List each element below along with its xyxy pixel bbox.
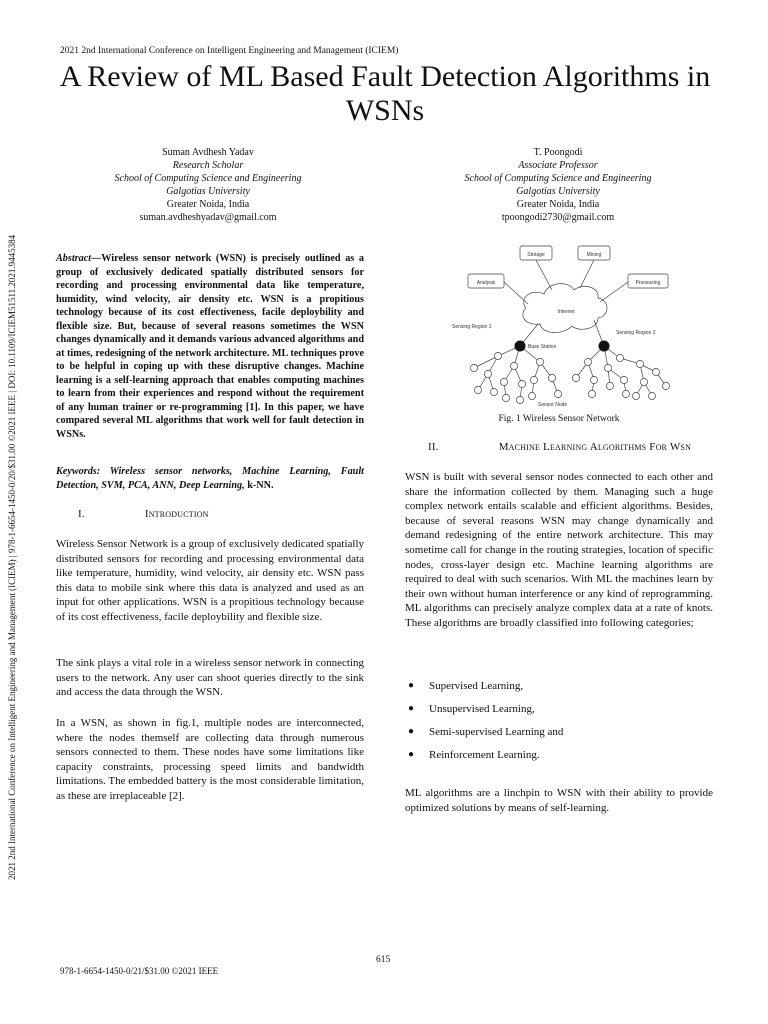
list-item: [408, 726, 563, 749]
author-city: Greater Noida, India: [166, 199, 250, 210]
paper-title: A Review of ML Based Fault Detection Algorithms in WSNs: [59, 60, 711, 127]
fig-label-processing: Processing: [635, 280, 661, 286]
section-heading-introduction: [78, 508, 209, 520]
list-item-text: Supervised Learning,: [429, 680, 524, 692]
author-name: Suman Avdhesh Yadav: [162, 147, 254, 158]
section-number: I.: [78, 508, 85, 520]
fig-label-region1: Sensing Region 1: [452, 324, 492, 330]
section-title: Machine Learning Algorithms For Wsn: [498, 441, 692, 453]
ml-paragraph-2: ML algorithms are a linchpin to WSN with their ability to provide optimized solutions by means of self-learning.: [405, 787, 713, 814]
intro-paragraph-1: Wireless Sensor Network is a group of exclusively dedicated spatially distributed sensors for recording and processing environmental data like temperature, humidity, wind velocity, air density etc. WSN pass this data to mobile sink where this data is analyzed and used as an input for other applications. WSN is a propitious technology because of its cost effectiveness, facile deploybility and flexible size.: [56, 538, 364, 623]
author-univ: Galgotias University: [166, 186, 250, 197]
fig-label-region2: Sensing Region 2: [616, 330, 656, 336]
page-number: 615: [376, 955, 391, 965]
intro-paragraph-2: The sink plays a vital role in a wireless sensor network in connecting users to the network. Any user can shoot queries directly to the sink and access the data through the WSN.: [56, 657, 364, 699]
ml-paragraph-1: WSN is built with several sensor nodes connected to each other and share the information collected by them. Managing such a huge complex network entails scalable and efficient algorithms. Besides, because of several reasons WSN may change dynamically and demand redesigning of the entire network architecture. This may sometime call for change in the routing strategies, location of specific nodes, cross-layer design etc. Machine learning algorithms are required to deal with such scenarios. With ML the machines learn by their own without human interference or any kind of reprogramming. ML algorithms can precisely analyze complex data at a rate of knots. These algorithms are broadly classified into following categories;: [405, 471, 713, 629]
author-role: Research Scholar: [172, 160, 244, 171]
section-number: II.: [428, 441, 439, 453]
list-item: [408, 680, 563, 703]
abstract-lead: Abstract: [56, 253, 92, 264]
author-city: Greater Noida, India: [516, 199, 600, 210]
fig-label-internet: Internet: [557, 309, 575, 315]
author-email[interactable]: suman.avdheshyadav@gmail.com: [139, 212, 277, 223]
author-email[interactable]: tpoongodi2730@gmail.com: [501, 212, 615, 223]
author-block-2: [428, 146, 688, 224]
base-station-2: [599, 341, 610, 352]
list-item-text: Unsupervised Learning,: [429, 703, 535, 715]
list-item: [408, 703, 563, 726]
fig-label-analysis: Analysis: [476, 280, 496, 286]
author-dept: School of Computing Science and Engineering: [464, 173, 652, 184]
section-heading-ml: [428, 441, 691, 453]
fig-label-sensor-node: Sensor Node: [538, 402, 568, 408]
intro-paragraph-3: In a WSN, as shown in fig.1, multiple nodes are interconnected, where the nodes themself are collecting data through numerous sensors connected to them. These nodes have some limitations like capacity constraints, processing speed limits and bandwidth limitations. The embedded battery is the most considerable limitation, as these are irreplaceable [2].: [56, 717, 364, 802]
bullet-icon: ●: [408, 703, 415, 714]
wsn-figure: [448, 240, 678, 410]
section-title: Introduction: [144, 508, 209, 520]
author-name: T. Poongodi: [533, 147, 583, 158]
abstract-text: —Wireless sensor network (WSN) is precisely outlined as a group of exclusively dedicated spatially distributed sensors for recording and processing environmental data like temperature, humidity, wind velocity, air density etc. WSN is a propitious technology because of its cost effectiveness, facile deploybility and flexible size. But, because of several reasons sometimes the WSN changes dynamically and it demands various advanced algorithms and at times, redesigning of the network architecture. ML techniques prove to be helpful in coping up with these disruptive changes. Machine learning is a self-learning approach that enables computing machines to learn from their experiences and respond without the requirement of any human trainer or re-programming [1]. In this paper, we have compared several ML algorithms that work well for fault detection in WSNs.: [56, 253, 364, 440]
list-item-text: Semi-supervised Learning and: [429, 726, 564, 738]
author-dept: School of Computing Science and Engineering: [114, 173, 302, 184]
author-block-1: [78, 146, 338, 224]
bullet-icon: ●: [408, 726, 415, 737]
keywords: [56, 465, 364, 492]
bullet-icon: ●: [408, 749, 415, 760]
copyright-footer: 978-1-6654-1450-0/21/$31.00 ©2021 IEEE: [60, 966, 219, 976]
conference-header: 2021 2nd International Conference on Intelligent Engineering and Management (ICIEM): [60, 46, 399, 56]
keywords-text: Keywords: Wireless sensor networks, Machine Learning, Fault Detection, SVM, PCA, ANN, Deep Learning,: [56, 466, 364, 491]
figure-caption: Fig. 1 Wireless Sensor Network: [498, 414, 620, 424]
bullet-icon: ●: [408, 680, 415, 691]
author-role: Associate Professor: [518, 160, 598, 171]
keywords-tail: k-NN.: [247, 479, 274, 491]
base-station-1: [515, 341, 526, 352]
doi-sidebar: 2021 2nd International Conference on Intelligent Engineering and Management (ICIEM) | 978-1-6654-1450-0/20/$31.00 ©2021 IEEE | DOI: 10.1109/ICIEM51511.2021.9445384: [7, 234, 17, 880]
fig-label-base-station: Base Station: [528, 344, 557, 350]
fig-label-mining: Mining: [586, 252, 602, 258]
list-item: [408, 749, 563, 772]
list-item-text: Reinforcement Learning.: [429, 749, 540, 761]
abstract: [56, 252, 364, 441]
fig-label-storage: Storage: [527, 252, 545, 258]
ml-category-list: [408, 680, 563, 772]
author-univ: Galgotias University: [516, 186, 600, 197]
